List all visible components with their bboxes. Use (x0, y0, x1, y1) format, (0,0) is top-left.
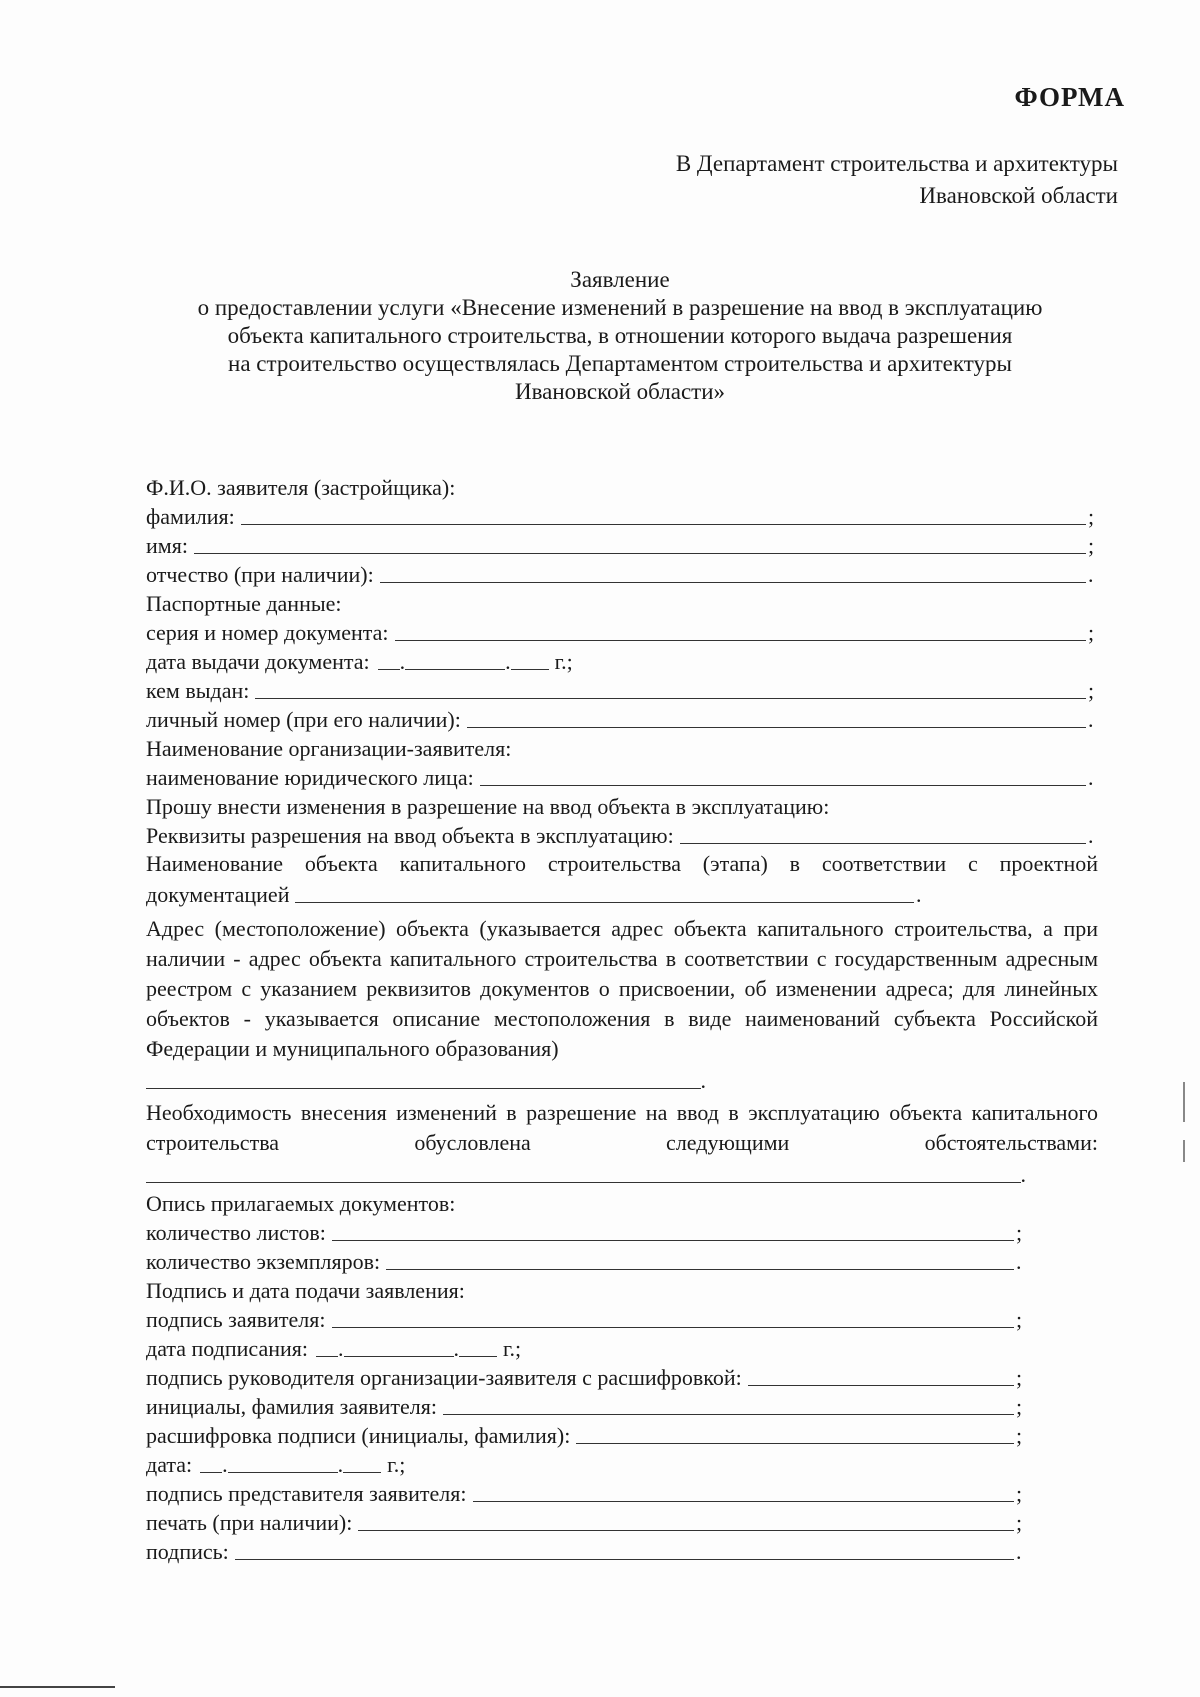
personal-number-end: . (1088, 707, 1094, 732)
decoding-end: ; (1016, 1423, 1023, 1448)
attachments-heading: Опись прилагаемых документов: (146, 1191, 456, 1216)
rep-sign-field[interactable] (473, 1481, 1015, 1502)
seal-end: ; (1016, 1510, 1023, 1535)
attachments-heading-row (146, 1188, 1026, 1217)
date-month-field[interactable] (228, 1452, 338, 1473)
organization-heading: Наименование организации-заявителя: (146, 736, 512, 761)
object-name-label: документацией (146, 882, 290, 907)
patronymic-label: отчество (при наличии): (146, 562, 374, 587)
request-row (146, 791, 1098, 820)
head-sign-label: подпись руководителя организации-заявителя с расшифровкой: (146, 1365, 742, 1390)
name-end: ; (1088, 533, 1095, 558)
address-text: Адрес (местоположение) объекта (указывается адрес объекта капитального строительства, а при наличии - адрес объекта капитального строительства в соответствии с государственным адресным реестром с указанием реквизитов документов о присвоении, об изменении адреса; для линейных объектов - указывается описание местоположения в виде наименований субъекта Российской Федерации и муниципального образования) (146, 916, 1098, 1061)
issue-date-label: дата выдачи документа: (146, 649, 370, 674)
sign-date-sep-2: . (453, 1336, 459, 1361)
date-label: дата: (146, 1452, 193, 1477)
permit-details-field[interactable] (680, 823, 1086, 844)
permit-details-row (146, 820, 1098, 849)
rep-sign-end: ; (1016, 1481, 1023, 1506)
issue-day-field[interactable] (378, 649, 400, 670)
applicant-sign-label: подпись заявителя: (146, 1307, 326, 1332)
sign-day-field[interactable] (316, 1336, 338, 1357)
legal-name-row (146, 762, 1098, 791)
surname-field[interactable] (241, 504, 1086, 525)
applicant-sign-field[interactable] (332, 1307, 1014, 1328)
rep-sign-label: подпись представителя заявителя: (146, 1481, 467, 1506)
decoding-field[interactable] (576, 1423, 1014, 1444)
doc-number-field[interactable] (395, 620, 1086, 641)
copies-field[interactable] (386, 1249, 1014, 1270)
request-text: Прошу внести изменения в разрешение на ввод объекта в эксплуатацию: (146, 794, 830, 819)
personal-number-row (146, 704, 1098, 733)
sheets-field[interactable] (332, 1220, 1014, 1241)
surname-end: ; (1088, 504, 1095, 529)
initials-row (146, 1391, 1026, 1420)
legal-name-field[interactable] (480, 765, 1086, 786)
necessity-text: Необходимость внесения изменений в разрешение на ввод в эксплуатацию объекта капитального строительства обусловлена следующими обстоятельствами: (146, 1100, 1098, 1155)
name-field[interactable] (194, 533, 1086, 554)
surname-label: фамилия: (146, 504, 235, 529)
application-form (146, 472, 1098, 1565)
issued-by-end: ; (1088, 678, 1095, 703)
attachments-section (146, 1188, 1026, 1565)
issue-month-field[interactable] (405, 649, 505, 670)
date-year-suffix: г.; (387, 1452, 406, 1477)
signature-heading-row (146, 1275, 1026, 1304)
rep-sign-row (146, 1478, 1026, 1507)
issue-date-sep-1: . (399, 649, 406, 674)
signature-heading: Подпись и дата подачи заявления: (146, 1278, 465, 1303)
patronymic-row (146, 559, 1098, 588)
document-title (150, 266, 1090, 406)
permit-details-end: . (1088, 823, 1094, 848)
scan-margin-mark (0, 1686, 115, 1688)
passport-heading: Паспортные данные: (146, 591, 342, 616)
object-name-field[interactable] (295, 882, 914, 903)
name-label: имя: (146, 533, 188, 558)
decoding-row (146, 1420, 1026, 1449)
title-line-2: о предоставлении услуги «Внесение изменений в разрешение на ввод в эксплуатацию (197, 295, 1043, 320)
applicant-sign-end: ; (1016, 1307, 1023, 1332)
seal-row (146, 1507, 1026, 1536)
issue-date-year-suffix: г.; (554, 649, 573, 674)
doc-number-end: ; (1088, 620, 1095, 645)
personal-number-label: личный номер (при его наличии): (146, 707, 461, 732)
permit-details-label: Реквизиты разрешения на ввод объекта в эксплуатацию: (146, 823, 674, 848)
head-sign-field[interactable] (748, 1365, 1014, 1386)
sign-row (146, 1536, 1026, 1565)
issue-year-field[interactable] (511, 649, 549, 670)
issue-date-row (146, 646, 1098, 675)
decoding-label: расшифровка подписи (инициалы, фамилия): (146, 1423, 571, 1448)
date-year-field[interactable] (343, 1452, 381, 1473)
patronymic-end: . (1088, 562, 1094, 587)
addressee-line-2: Ивановской области (919, 183, 1118, 208)
surname-row (146, 501, 1098, 530)
issued-by-label: кем выдан: (146, 678, 250, 703)
sheets-label: количество листов: (146, 1220, 326, 1245)
name-row (146, 530, 1098, 559)
title-line-5: Ивановской области» (514, 379, 726, 404)
head-sign-row (146, 1362, 1026, 1391)
sign-date-row (146, 1333, 1026, 1362)
personal-number-field[interactable] (467, 707, 1086, 728)
applicant-sign-row (146, 1304, 1026, 1333)
sheets-end: ; (1016, 1220, 1023, 1245)
issue-date-sep-2: . (505, 649, 511, 674)
title-line-1: Заявление (570, 267, 670, 292)
organization-heading-row (146, 733, 1098, 762)
title-line-4: на строительство осуществлялась Департаментом строительства и архитектуры (228, 351, 1012, 376)
passport-heading-row (146, 588, 1098, 617)
sign-end: . (1016, 1539, 1022, 1564)
address-field[interactable] (146, 1068, 701, 1089)
applicant-heading: Ф.И.О. заявителя (застройщика): (146, 475, 456, 500)
object-name-row (146, 879, 926, 908)
patronymic-field[interactable] (380, 562, 1086, 583)
object-name-end: . (916, 882, 922, 907)
sign-date-year-suffix: г.; (503, 1336, 522, 1361)
addressee (676, 148, 1118, 212)
sign-date-label: дата подписания: (146, 1336, 308, 1361)
initials-end: ; (1016, 1394, 1023, 1419)
legal-name-label: наименование юридического лица: (146, 765, 474, 790)
seal-field[interactable] (358, 1510, 1014, 1531)
address-row (146, 1064, 706, 1094)
necessity-field[interactable] (146, 1162, 1021, 1183)
seal-label: печать (при наличии): (146, 1510, 353, 1535)
address-end: . (700, 1068, 706, 1093)
issued-by-row (146, 675, 1098, 704)
doc-number-row (146, 617, 1098, 646)
scan-artifact (1183, 1082, 1185, 1122)
initials-label: инициалы, фамилия заявителя: (146, 1394, 437, 1419)
copies-row (146, 1246, 1026, 1275)
copies-end: . (1016, 1249, 1022, 1274)
copies-label: количество экземпляров: (146, 1249, 381, 1274)
issued-by-field[interactable] (255, 678, 1086, 699)
date-row (146, 1449, 1026, 1478)
sign-date-sep-1: . (338, 1336, 344, 1361)
addressee-line-1: В Департамент строительства и архитектуры (675, 151, 1118, 176)
applicant-heading-row (146, 472, 1098, 501)
head-sign-end: ; (1016, 1365, 1023, 1390)
initials-field[interactable] (443, 1394, 1014, 1415)
date-sep-2: . (337, 1452, 344, 1477)
scan-artifact (1183, 1140, 1185, 1162)
sign-year-field[interactable] (459, 1336, 497, 1357)
form-marker: ФОРМА (1014, 82, 1125, 112)
necessity-row (146, 1158, 1026, 1188)
sheets-row (146, 1217, 1026, 1246)
sign-month-field[interactable] (344, 1336, 454, 1357)
title-line-3: объекта капитального строительства, в отношении которого выдача разрешения (227, 323, 1013, 348)
object-name-text: Наименование объекта капитального строительства (этапа) в соответствии с проектной (146, 851, 1098, 876)
date-day-field[interactable] (200, 1452, 222, 1473)
doc-number-label: серия и номер документа: (146, 620, 389, 645)
legal-name-end: . (1088, 765, 1094, 790)
sign-field[interactable] (235, 1539, 1014, 1560)
sign-label: подпись: (146, 1539, 229, 1564)
necessity-end: . (1020, 1162, 1026, 1187)
date-sep-1: . (222, 1452, 228, 1477)
